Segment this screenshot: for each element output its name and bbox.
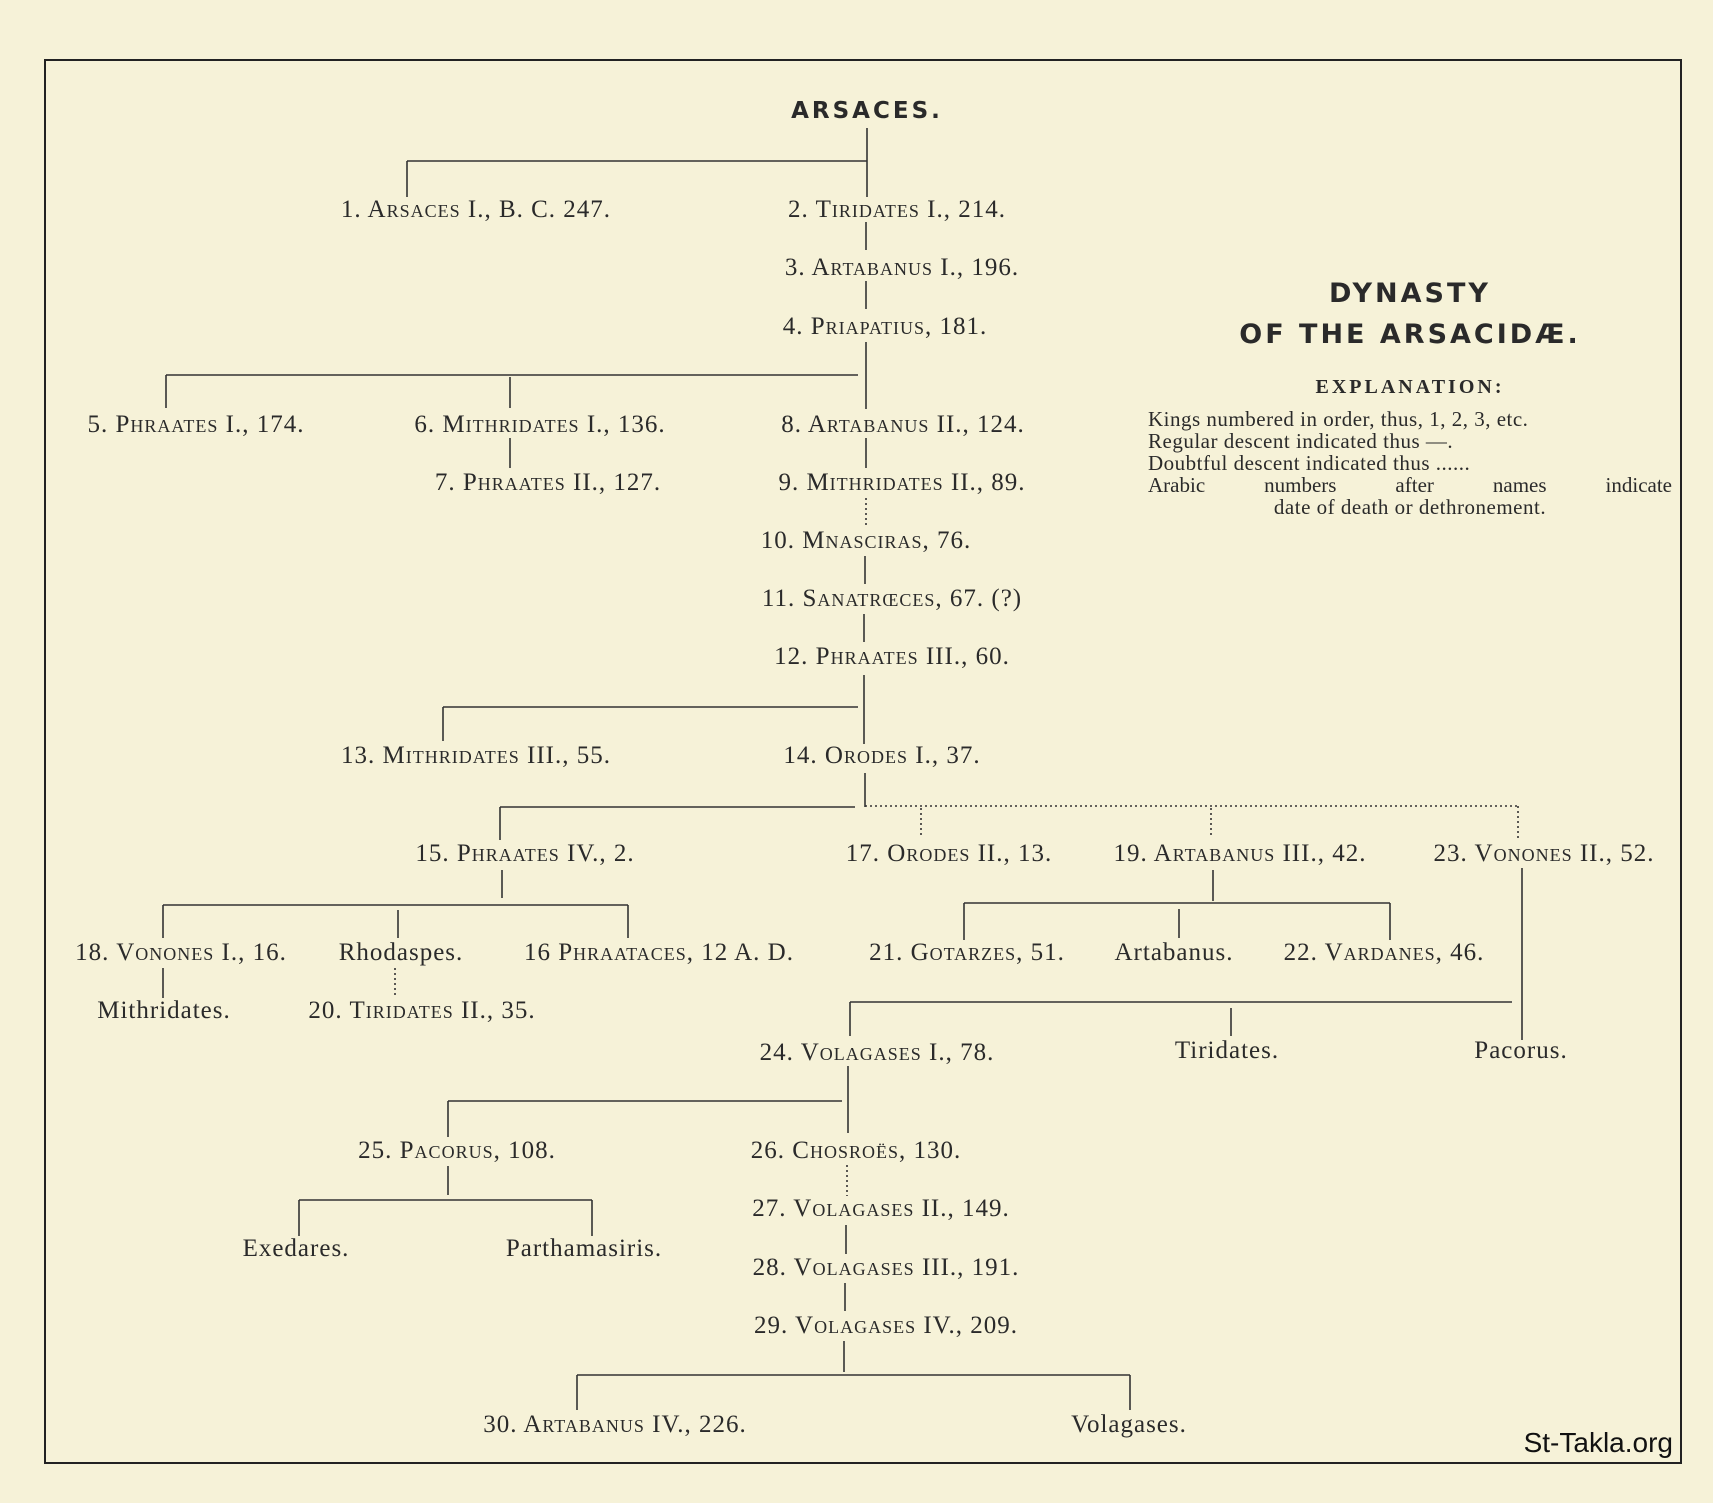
king-node: 19. Artabanus III., 42.: [1113, 840, 1367, 867]
plate-title: DYNASTY: [1329, 278, 1491, 309]
family-member-node: Mithridates.: [97, 997, 231, 1024]
king-node: 4. Priapatius, 181.: [782, 313, 988, 340]
watermark: St-Takla.org: [1523, 1427, 1673, 1458]
explanation-line: date of death or dethronement.: [1273, 495, 1547, 519]
king-node: 21. Gotarzes, 51.: [869, 939, 1065, 966]
king-node: 30. Artabanus IV., 226.: [483, 1411, 747, 1438]
explanation-heading: EXPLANATION:: [1315, 376, 1505, 398]
explanation-line: Doubtful descent indicated thus ......: [1148, 451, 1471, 475]
king-node: 29. Volagases IV., 209.: [753, 1312, 1019, 1339]
king-node: 26. Chosroës, 130.: [750, 1137, 962, 1164]
explanation-line: Regular descent indicated thus —.: [1148, 429, 1454, 453]
king-node: 11. Sanatrœces, 67. (?): [761, 585, 1023, 612]
family-member-node: Volagases.: [1071, 1411, 1187, 1438]
king-node: 27. Volagases II., 149.: [752, 1195, 1010, 1222]
king-node: 9. Mithridates II., 89.: [778, 469, 1026, 496]
king-node: 23. Vonones II., 52.: [1433, 840, 1655, 867]
family-member-node: Pacorus.: [1474, 1037, 1568, 1064]
king-node: 12. Phraates III., 60.: [774, 643, 1010, 670]
king-node: 13. Mithridates III., 55.: [341, 742, 611, 769]
king-node: 6. Mithridates I., 136.: [414, 411, 666, 438]
explanation-line: Kings numbered in order, thus, 1, 2, 3, etc.: [1148, 407, 1529, 431]
king-node: 18. Vonones I., 16.: [75, 939, 287, 966]
king-node: 7. Phraates II., 127.: [434, 469, 662, 496]
king-node: 25. Pacorus, 108.: [358, 1137, 556, 1164]
king-node: 5. Phraates I., 174.: [87, 411, 305, 438]
king-node: 10. Mnasciras, 76.: [760, 527, 972, 554]
family-member-node: Parthamasiris.: [505, 1235, 663, 1262]
king-node: 16 Phraataces, 12 A. D.: [524, 939, 794, 966]
explanation-line: Arabic numbers after names indicate: [1148, 473, 1672, 497]
family-member-node: Exedares.: [242, 1235, 350, 1262]
king-node: 20. Tiridates II., 35.: [308, 997, 536, 1024]
family-member-node: Artabanus.: [1114, 939, 1234, 966]
root-ancestor: ARSACES.: [791, 98, 943, 124]
plate-title: OF THE ARSACIDÆ.: [1239, 319, 1581, 350]
king-node: 1. Arsaces I., B. C. 247.: [340, 196, 612, 223]
family-member-node: Rhodaspes.: [338, 939, 464, 966]
king-node: 28. Volagases III., 191.: [752, 1254, 1020, 1281]
king-node: 2. Tiridates I., 214.: [788, 196, 1006, 223]
king-node: 24. Volagases I., 78.: [759, 1039, 995, 1066]
king-node: 3. Artabanus I., 196.: [784, 254, 1020, 281]
king-node: 14. Orodes I., 37.: [783, 742, 981, 769]
king-node: 22. Vardanes, 46.: [1283, 939, 1485, 966]
king-node: 15. Phraates IV., 2.: [415, 840, 635, 867]
king-node: 17. Orodes II., 13.: [845, 840, 1053, 867]
family-member-node: Tiridates.: [1174, 1037, 1280, 1064]
king-node: 8. Artabanus II., 124.: [781, 411, 1025, 438]
